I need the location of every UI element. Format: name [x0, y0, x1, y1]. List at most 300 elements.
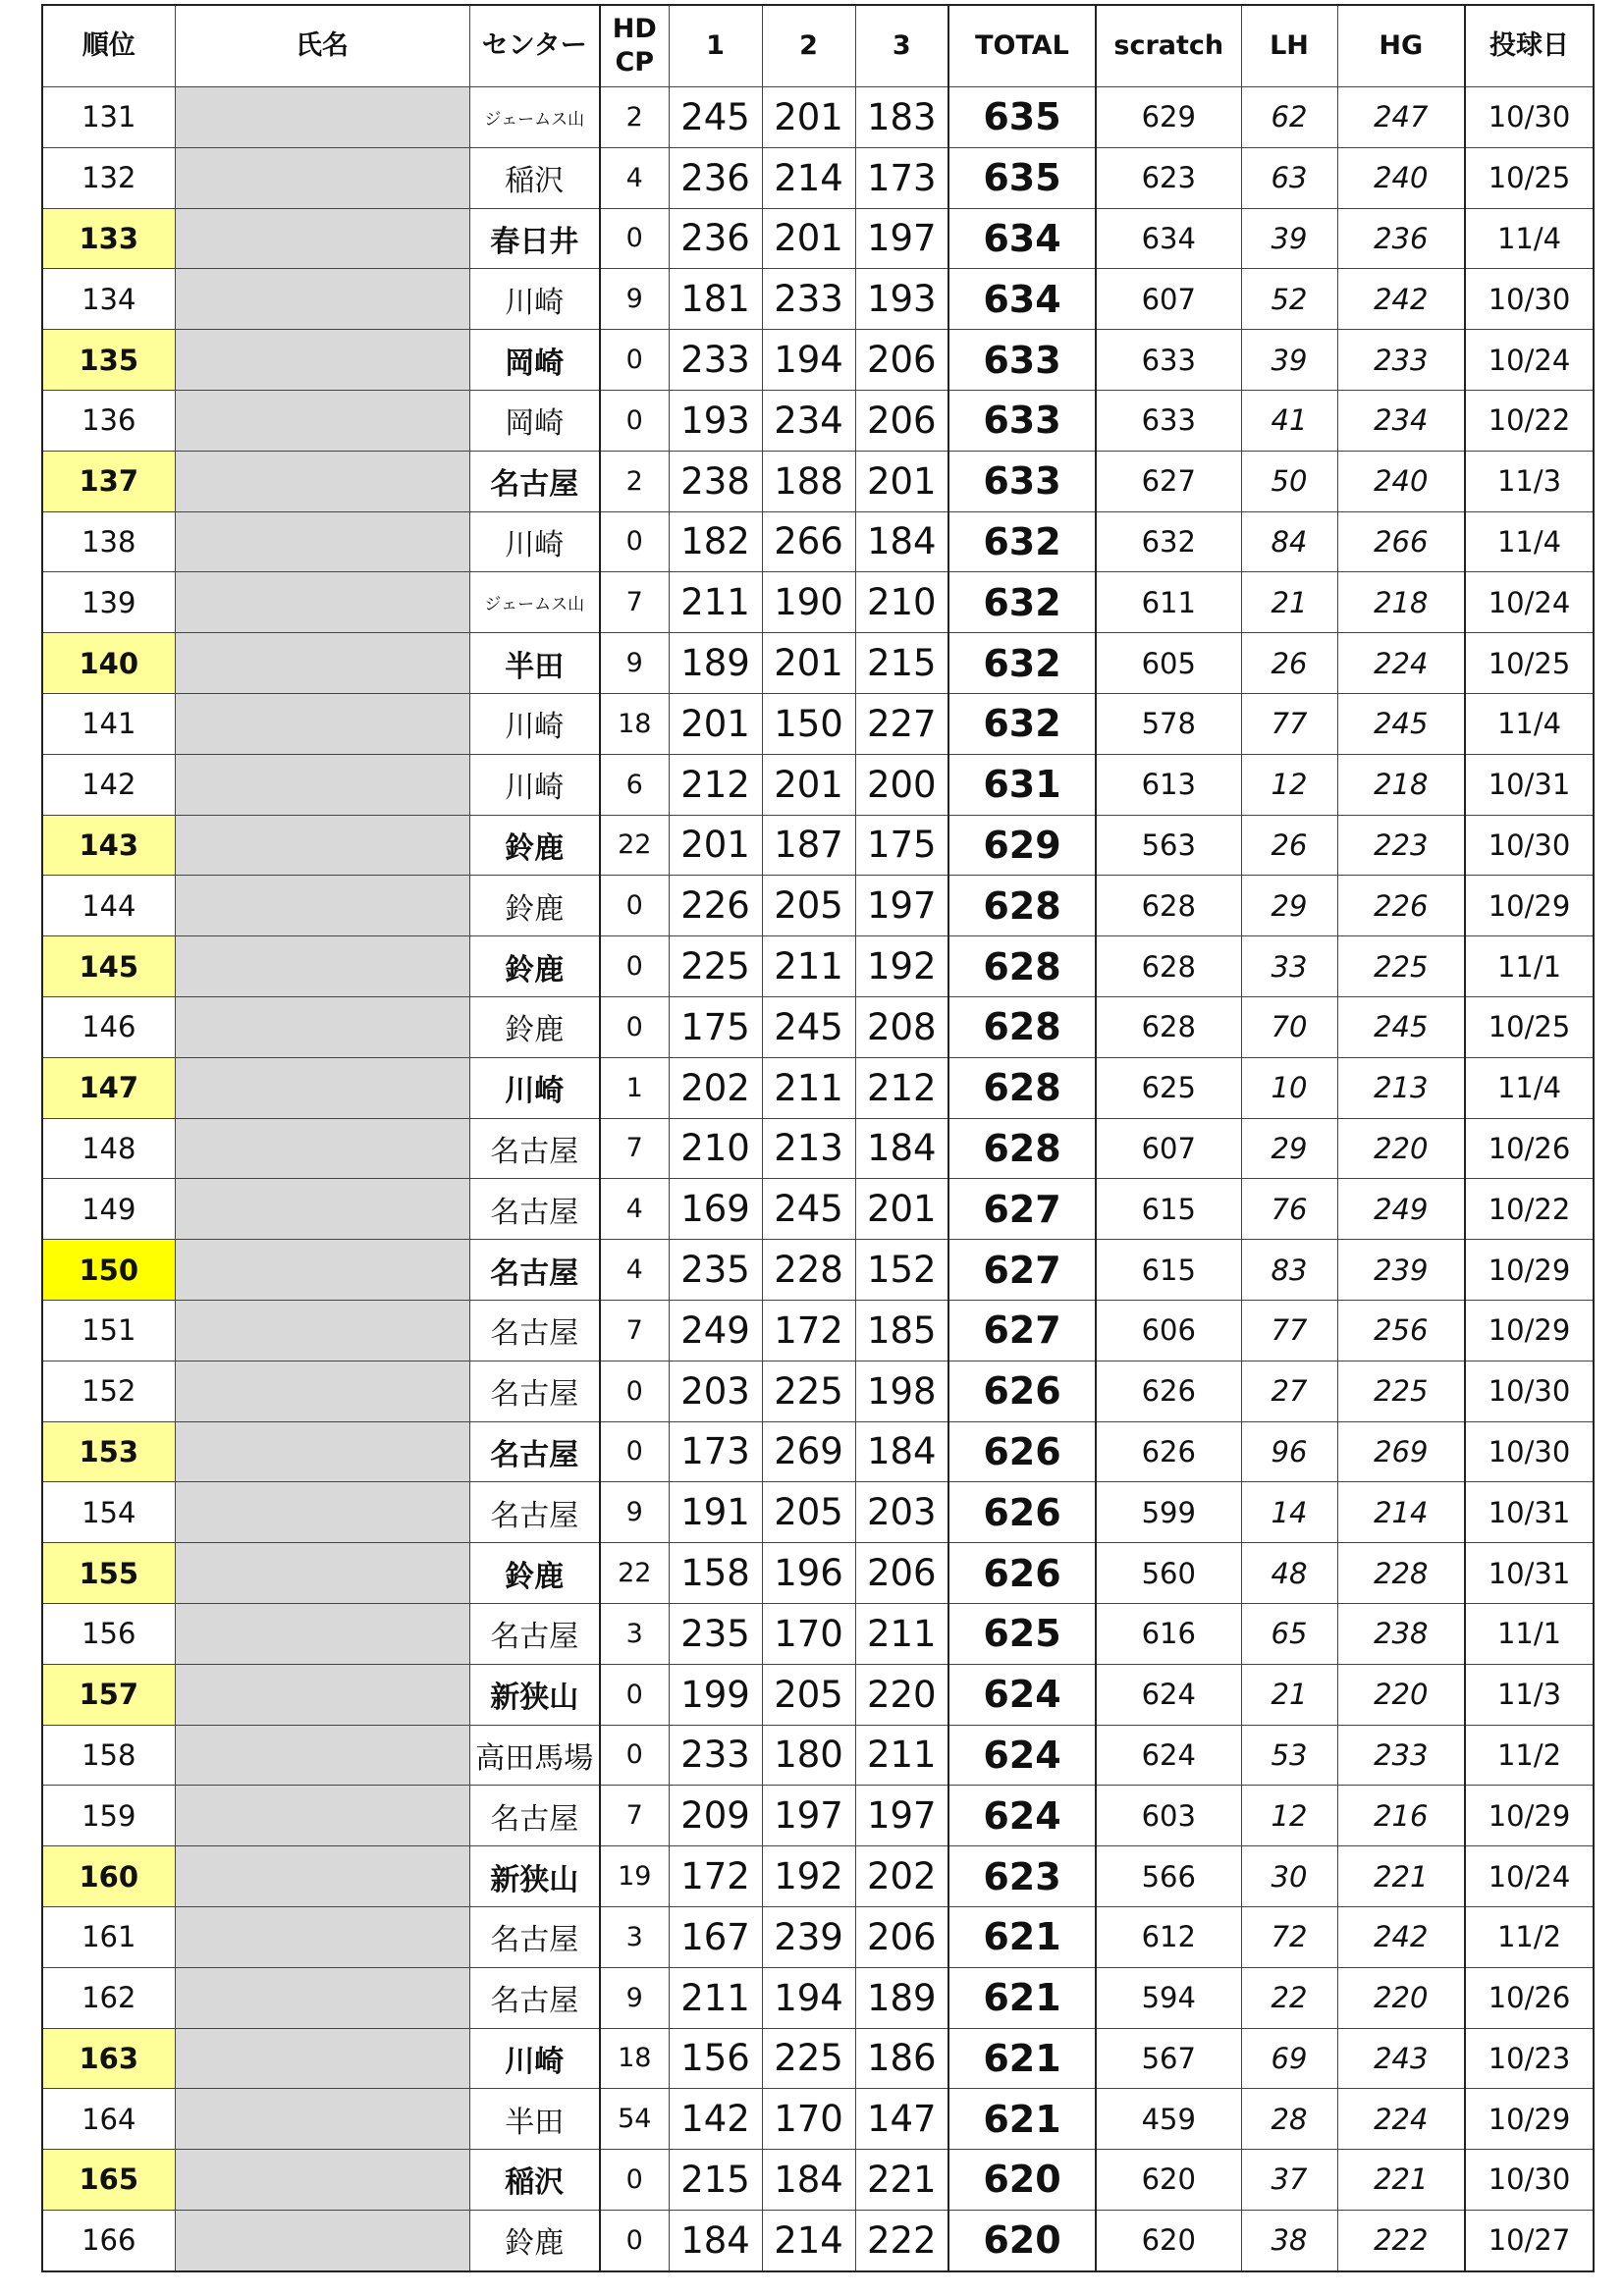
scratch-cell: 620 [1096, 2150, 1241, 2211]
hdcp-cell: 19 [600, 1846, 669, 1907]
total-cell: 626 [948, 1482, 1096, 1543]
hg-cell: 240 [1337, 147, 1465, 208]
scratch-cell: 566 [1096, 1846, 1241, 1907]
game-3-cell: 197 [855, 208, 948, 269]
rank-cell: 142 [42, 754, 175, 815]
total-cell: 629 [948, 815, 1096, 876]
date-cell: 11/4 [1465, 208, 1594, 269]
center-cell: 鈴鹿 [469, 815, 600, 876]
date-cell: 10/30 [1465, 269, 1594, 330]
table-row [42, 2150, 1594, 2211]
game-2-cell: 225 [762, 2028, 855, 2089]
total-cell: 621 [948, 1906, 1096, 1967]
rank-cell: 150 [42, 1240, 175, 1301]
lh-cell: 21 [1241, 1664, 1337, 1725]
hg-cell: 221 [1337, 1846, 1465, 1907]
game-2-cell: 187 [762, 815, 855, 876]
name-cell-masked [175, 208, 469, 269]
lh-cell: 38 [1241, 2210, 1337, 2270]
scratch-cell: 607 [1096, 269, 1241, 330]
game-1-cell: 233 [669, 330, 762, 391]
date-cell: 11/3 [1465, 451, 1594, 511]
hdcp-cell: 7 [600, 1300, 669, 1361]
name-cell-masked [175, 2150, 469, 2211]
hg-cell: 266 [1337, 511, 1465, 572]
game-3-cell: 208 [855, 996, 948, 1057]
center-cell: 川崎 [469, 511, 600, 572]
scratch-cell: 626 [1096, 1361, 1241, 1421]
header-rank: 順位 [42, 5, 175, 87]
table-row [42, 1240, 1594, 1301]
hdcp-cell: 0 [600, 996, 669, 1057]
table-row [42, 451, 1594, 511]
total-cell: 628 [948, 996, 1096, 1057]
game-1-cell: 236 [669, 147, 762, 208]
game-2-cell: 239 [762, 1906, 855, 1967]
center-cell: 名古屋 [469, 1482, 600, 1543]
name-cell-masked [175, 269, 469, 330]
center-cell: 半田 [469, 633, 600, 694]
name-cell-masked [175, 815, 469, 876]
lh-cell: 27 [1241, 1361, 1337, 1421]
game-1-cell: 215 [669, 2150, 762, 2211]
center-cell: 鈴鹿 [469, 996, 600, 1057]
name-cell-masked [175, 1906, 469, 1967]
scratch-cell: 623 [1096, 147, 1241, 208]
hg-cell: 218 [1337, 572, 1465, 633]
game-2-cell: 201 [762, 633, 855, 694]
date-cell: 10/24 [1465, 330, 1594, 391]
name-cell-masked [175, 2028, 469, 2089]
game-3-cell: 173 [855, 147, 948, 208]
table-row [42, 815, 1594, 876]
rank-cell: 162 [42, 1967, 175, 2028]
hdcp-cell: 0 [600, 1361, 669, 1421]
center-cell: 川崎 [469, 754, 600, 815]
total-cell: 633 [948, 330, 1096, 391]
total-cell: 631 [948, 754, 1096, 815]
game-3-cell: 202 [855, 1846, 948, 1907]
game-2-cell: 170 [762, 1603, 855, 1664]
game-1-cell: 211 [669, 572, 762, 633]
name-cell-masked [175, 87, 469, 148]
name-cell-masked [175, 1482, 469, 1543]
rank-cell: 154 [42, 1482, 175, 1543]
lh-cell: 39 [1241, 208, 1337, 269]
center-cell: 岡崎 [469, 330, 600, 391]
hdcp-cell: 2 [600, 87, 669, 148]
hg-cell: 222 [1337, 2210, 1465, 2270]
game-1-cell: 201 [669, 693, 762, 754]
game-1-cell: 172 [669, 1846, 762, 1907]
name-cell-masked [175, 147, 469, 208]
game-2-cell: 266 [762, 511, 855, 572]
hg-cell: 226 [1337, 876, 1465, 936]
name-cell-masked [175, 1118, 469, 1179]
scratch-cell: 612 [1096, 1906, 1241, 1967]
hg-cell: 238 [1337, 1603, 1465, 1664]
rank-cell: 151 [42, 1300, 175, 1361]
game-1-cell: 235 [669, 1240, 762, 1301]
date-cell: 10/25 [1465, 633, 1594, 694]
hg-cell: 224 [1337, 2089, 1465, 2150]
total-cell: 621 [948, 2089, 1096, 2150]
rank-cell: 132 [42, 147, 175, 208]
hg-cell: 218 [1337, 754, 1465, 815]
date-cell: 10/29 [1465, 1786, 1594, 1846]
game-3-cell: 211 [855, 1725, 948, 1786]
scratch-cell: 633 [1096, 330, 1241, 391]
total-cell: 620 [948, 2210, 1096, 2270]
scratch-cell: 594 [1096, 1967, 1241, 2028]
header-game-1: 1 [669, 5, 762, 87]
hdcp-cell: 22 [600, 1543, 669, 1604]
game-3-cell: 201 [855, 451, 948, 511]
date-cell: 11/2 [1465, 1725, 1594, 1786]
name-cell-masked [175, 451, 469, 511]
scratch-cell: 605 [1096, 633, 1241, 694]
game-3-cell: 198 [855, 1361, 948, 1421]
game-1-cell: 203 [669, 1361, 762, 1421]
table-row [42, 1725, 1594, 1786]
date-cell: 10/26 [1465, 1118, 1594, 1179]
date-cell: 11/1 [1465, 1603, 1594, 1664]
table-row [42, 2210, 1594, 2270]
rank-cell: 140 [42, 633, 175, 694]
hg-cell: 256 [1337, 1300, 1465, 1361]
hdcp-cell: 2 [600, 451, 669, 511]
hg-cell: 245 [1337, 693, 1465, 754]
total-cell: 632 [948, 693, 1096, 754]
game-2-cell: 245 [762, 1179, 855, 1240]
lh-cell: 72 [1241, 1906, 1337, 1967]
name-cell-masked [175, 1057, 469, 1118]
game-1-cell: 235 [669, 1603, 762, 1664]
rank-cell: 146 [42, 996, 175, 1057]
center-cell: 名古屋 [469, 1603, 600, 1664]
rank-cell: 159 [42, 1786, 175, 1846]
table-row [42, 693, 1594, 754]
rank-cell: 158 [42, 1725, 175, 1786]
lh-cell: 63 [1241, 147, 1337, 208]
hdcp-cell: 0 [600, 330, 669, 391]
game-3-cell: 197 [855, 1786, 948, 1846]
scratch-cell: 624 [1096, 1664, 1241, 1725]
rank-cell: 131 [42, 87, 175, 148]
game-2-cell: 205 [762, 1664, 855, 1725]
table-row [42, 511, 1594, 572]
date-cell: 10/31 [1465, 1482, 1594, 1543]
game-3-cell: 183 [855, 87, 948, 148]
rank-cell: 163 [42, 2028, 175, 2089]
date-cell: 11/3 [1465, 1664, 1594, 1725]
hdcp-cell: 9 [600, 269, 669, 330]
game-1-cell: 199 [669, 1664, 762, 1725]
game-1-cell: 158 [669, 1543, 762, 1604]
center-cell: 岡崎 [469, 390, 600, 451]
center-cell: 川崎 [469, 2028, 600, 2089]
scratch-cell: 628 [1096, 936, 1241, 997]
rank-cell: 164 [42, 2089, 175, 2150]
game-2-cell: 150 [762, 693, 855, 754]
center-cell: 名古屋 [469, 1179, 600, 1240]
lh-cell: 77 [1241, 1300, 1337, 1361]
center-cell: 名古屋 [469, 1118, 600, 1179]
game-1-cell: 236 [669, 208, 762, 269]
header-game-2: 2 [762, 5, 855, 87]
game-2-cell: 196 [762, 1543, 855, 1604]
hg-cell: 213 [1337, 1057, 1465, 1118]
scratch-cell: 625 [1096, 1057, 1241, 1118]
center-cell: 鈴鹿 [469, 876, 600, 936]
lh-cell: 48 [1241, 1543, 1337, 1604]
hdcp-cell: 1 [600, 1057, 669, 1118]
game-2-cell: 172 [762, 1300, 855, 1361]
table-row [42, 1361, 1594, 1421]
game-2-cell: 233 [762, 269, 855, 330]
center-cell: 鈴鹿 [469, 1543, 600, 1604]
game-3-cell: 210 [855, 572, 948, 633]
hg-cell: 214 [1337, 1482, 1465, 1543]
date-cell: 11/4 [1465, 511, 1594, 572]
game-3-cell: 184 [855, 511, 948, 572]
game-1-cell: 167 [669, 1906, 762, 1967]
total-cell: 632 [948, 511, 1096, 572]
game-1-cell: 202 [669, 1057, 762, 1118]
scratch-cell: 615 [1096, 1179, 1241, 1240]
lh-cell: 96 [1241, 1421, 1337, 1482]
game-2-cell: 269 [762, 1421, 855, 1482]
table-row [42, 269, 1594, 330]
date-cell: 10/25 [1465, 996, 1594, 1057]
game-1-cell: 212 [669, 754, 762, 815]
hdcp-cell: 6 [600, 754, 669, 815]
date-cell: 11/1 [1465, 936, 1594, 997]
game-3-cell: 215 [855, 633, 948, 694]
table-row [42, 1300, 1594, 1361]
scratch-cell: 560 [1096, 1543, 1241, 1604]
table-row [42, 1057, 1594, 1118]
hg-cell: 239 [1337, 1240, 1465, 1301]
game-2-cell: 214 [762, 2210, 855, 2270]
game-2-cell: 194 [762, 1967, 855, 2028]
scratch-cell: 626 [1096, 1421, 1241, 1482]
hdcp-cell: 7 [600, 572, 669, 633]
center-cell: 半田 [469, 2089, 600, 2150]
center-cell: 名古屋 [469, 451, 600, 511]
game-2-cell: 192 [762, 1846, 855, 1907]
hdcp-cell: 0 [600, 876, 669, 936]
lh-cell: 84 [1241, 511, 1337, 572]
name-cell-masked [175, 633, 469, 694]
date-cell: 10/29 [1465, 1300, 1594, 1361]
table-row [42, 208, 1594, 269]
scratch-cell: 624 [1096, 1725, 1241, 1786]
table-row [42, 1543, 1594, 1604]
total-cell: 632 [948, 633, 1096, 694]
scratch-cell: 615 [1096, 1240, 1241, 1301]
hdcp-cell: 9 [600, 633, 669, 694]
hdcp-cell: 22 [600, 815, 669, 876]
game-3-cell: 211 [855, 1603, 948, 1664]
game-2-cell: 211 [762, 936, 855, 997]
rank-cell: 160 [42, 1846, 175, 1907]
scratch-cell: 599 [1096, 1482, 1241, 1543]
hdcp-cell: 18 [600, 693, 669, 754]
scratch-cell: 603 [1096, 1786, 1241, 1846]
game-3-cell: 203 [855, 1482, 948, 1543]
rank-cell: 145 [42, 936, 175, 997]
scratch-cell: 629 [1096, 87, 1241, 148]
name-cell-masked [175, 511, 469, 572]
game-1-cell: 173 [669, 1421, 762, 1482]
game-3-cell: 206 [855, 1543, 948, 1604]
center-cell: 名古屋 [469, 1240, 600, 1301]
date-cell: 10/24 [1465, 572, 1594, 633]
rank-cell: 155 [42, 1543, 175, 1604]
hdcp-cell: 7 [600, 1118, 669, 1179]
date-cell: 11/4 [1465, 1057, 1594, 1118]
table-row [42, 1482, 1594, 1543]
center-cell: 名古屋 [469, 1786, 600, 1846]
date-cell: 10/27 [1465, 2210, 1594, 2270]
rank-cell: 133 [42, 208, 175, 269]
hdcp-cell: 4 [600, 1179, 669, 1240]
rank-cell: 138 [42, 511, 175, 572]
scratch-cell: 613 [1096, 754, 1241, 815]
game-1-cell: 169 [669, 1179, 762, 1240]
lh-cell: 39 [1241, 330, 1337, 391]
scratch-cell: 633 [1096, 390, 1241, 451]
scratch-cell: 620 [1096, 2210, 1241, 2270]
game-3-cell: 184 [855, 1118, 948, 1179]
game-1-cell: 156 [669, 2028, 762, 2089]
game-3-cell: 222 [855, 2210, 948, 2270]
center-cell: 川崎 [469, 1057, 600, 1118]
lh-cell: 21 [1241, 572, 1337, 633]
hg-cell: 240 [1337, 451, 1465, 511]
total-cell: 632 [948, 572, 1096, 633]
date-cell: 10/23 [1465, 2028, 1594, 2089]
total-cell: 620 [948, 2150, 1096, 2211]
center-cell: 春日井 [469, 208, 600, 269]
game-3-cell: 152 [855, 1240, 948, 1301]
lh-cell: 28 [1241, 2089, 1337, 2150]
center-cell: 鈴鹿 [469, 936, 600, 997]
game-3-cell: 197 [855, 876, 948, 936]
game-2-cell: 201 [762, 87, 855, 148]
date-cell: 10/29 [1465, 1240, 1594, 1301]
lh-cell: 14 [1241, 1482, 1337, 1543]
name-cell-masked [175, 1846, 469, 1907]
center-cell: 川崎 [469, 269, 600, 330]
header-hg: HG [1337, 5, 1465, 87]
rank-cell: 135 [42, 330, 175, 391]
total-cell: 634 [948, 208, 1096, 269]
game-1-cell: 238 [669, 451, 762, 511]
name-cell-masked [175, 330, 469, 391]
hg-cell: 236 [1337, 208, 1465, 269]
hg-cell: 249 [1337, 1179, 1465, 1240]
scratch-cell: 628 [1096, 996, 1241, 1057]
scratch-cell: 567 [1096, 2028, 1241, 2089]
hg-cell: 228 [1337, 1543, 1465, 1604]
lh-cell: 33 [1241, 936, 1337, 997]
total-cell: 627 [948, 1300, 1096, 1361]
center-cell: 稲沢 [469, 2150, 600, 2211]
hg-cell: 233 [1337, 1725, 1465, 1786]
header-date: 投球日 [1465, 5, 1594, 87]
hg-cell: 243 [1337, 2028, 1465, 2089]
name-cell-masked [175, 754, 469, 815]
lh-cell: 29 [1241, 1118, 1337, 1179]
game-1-cell: 245 [669, 87, 762, 148]
table-row [42, 633, 1594, 694]
hg-cell: 225 [1337, 936, 1465, 997]
hg-cell: 220 [1337, 1118, 1465, 1179]
center-cell: 鈴鹿 [469, 2210, 600, 2270]
rank-cell: 144 [42, 876, 175, 936]
hg-cell: 245 [1337, 996, 1465, 1057]
name-cell-masked [175, 693, 469, 754]
lh-cell: 50 [1241, 451, 1337, 511]
total-cell: 635 [948, 147, 1096, 208]
hdcp-cell: 0 [600, 208, 669, 269]
name-cell-masked [175, 1240, 469, 1301]
table-row [42, 2089, 1594, 2150]
name-cell-masked [175, 1179, 469, 1240]
total-cell: 626 [948, 1361, 1096, 1421]
rank-cell: 153 [42, 1421, 175, 1482]
hdcp-cell: 4 [600, 147, 669, 208]
scratch-cell: 607 [1096, 1118, 1241, 1179]
game-2-cell: 213 [762, 1118, 855, 1179]
game-3-cell: 227 [855, 693, 948, 754]
scratch-cell: 459 [1096, 2089, 1241, 2150]
lh-cell: 26 [1241, 633, 1337, 694]
game-2-cell: 188 [762, 451, 855, 511]
total-cell: 634 [948, 269, 1096, 330]
date-cell: 10/31 [1465, 1543, 1594, 1604]
table-row [42, 147, 1594, 208]
game-1-cell: 211 [669, 1967, 762, 2028]
game-1-cell: 191 [669, 1482, 762, 1543]
total-cell: 621 [948, 1967, 1096, 2028]
rank-cell: 136 [42, 390, 175, 451]
lh-cell: 70 [1241, 996, 1337, 1057]
name-cell-masked [175, 1421, 469, 1482]
table-row [42, 1967, 1594, 2028]
scratch-cell: 563 [1096, 815, 1241, 876]
center-cell: ジェームス山 [469, 87, 600, 148]
scratch-cell: 632 [1096, 511, 1241, 572]
name-cell-masked [175, 572, 469, 633]
game-1-cell: 181 [669, 269, 762, 330]
header-scratch: scratch [1096, 5, 1241, 87]
date-cell: 11/2 [1465, 1906, 1594, 1967]
lh-cell: 12 [1241, 1786, 1337, 1846]
game-1-cell: 226 [669, 876, 762, 936]
hg-cell: 234 [1337, 390, 1465, 451]
date-cell: 10/30 [1465, 87, 1594, 148]
table-row [42, 572, 1594, 633]
game-2-cell: 228 [762, 1240, 855, 1301]
rank-cell: 148 [42, 1118, 175, 1179]
rank-cell: 165 [42, 2150, 175, 2211]
hg-cell: 223 [1337, 815, 1465, 876]
game-3-cell: 220 [855, 1664, 948, 1725]
hdcp-cell: 0 [600, 1421, 669, 1482]
